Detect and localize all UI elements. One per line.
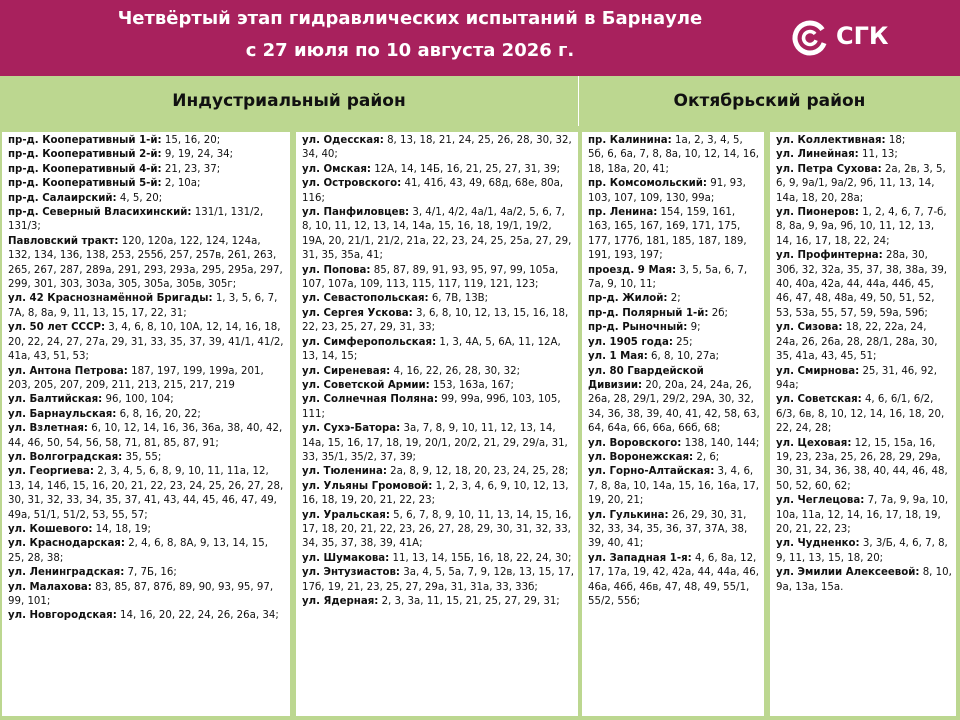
house-numbers: 2а, 2в, 3, 5, 6, 9, 9а/1, 9а/2, 9б, 11, 13, 14, 14а, 18, 20, 28а; bbox=[776, 163, 946, 204]
address-column-3 bbox=[582, 132, 764, 716]
street-entry bbox=[588, 509, 760, 552]
page-title-line2: с 27 июля по 10 августа 2026 г. bbox=[245, 40, 575, 61]
street-name: ул. Волгоградская: bbox=[8, 451, 123, 463]
street-entry bbox=[588, 365, 760, 437]
logo-text: СГК bbox=[836, 22, 889, 50]
street-entry bbox=[776, 393, 952, 436]
street-name: ул. Гулькина: bbox=[588, 509, 669, 521]
street-name: ул. Профинтерна: bbox=[776, 250, 883, 262]
street-name: ул. 1 Мая: bbox=[588, 351, 648, 363]
street-name: пр-д. Северный Власихинский: bbox=[8, 207, 192, 219]
house-numbers: 99, 99а, 99б, 103, 105, 111; bbox=[302, 394, 561, 420]
street-name: Павловский тракт: bbox=[8, 235, 119, 247]
sgk-logo bbox=[790, 18, 940, 58]
street-entry bbox=[8, 566, 286, 580]
street-name: ул. Сизова: bbox=[776, 322, 843, 334]
house-numbers: 8, 10, 9а, 13а, 15а. bbox=[776, 567, 952, 593]
house-numbers: 85, 87, 89, 91, 93, 95, 97, 99, 105а, 107, 107а, 109, 113, 115, 117, 119, 121, 123; bbox=[302, 264, 559, 291]
street-entry bbox=[588, 307, 760, 321]
street-entry bbox=[776, 365, 952, 394]
street-name: ул. Ленинградская: bbox=[8, 567, 125, 579]
house-numbers: 6, 7В, 13В; bbox=[431, 293, 489, 305]
house-numbers: 3, 5, 5а, 6, 7, 7а, 9, 10, 11; bbox=[588, 264, 748, 291]
street-name: пр-д. Кооперативный 1-й: bbox=[8, 135, 162, 146]
street-entry bbox=[302, 264, 574, 293]
house-numbers: 2; bbox=[670, 293, 681, 305]
street-entry bbox=[8, 192, 286, 206]
house-numbers: 5, 6, 7, 8, 9, 10, 11, 13, 14, 15, 16, 17, 18, 20, 21, 22, 23, 26, 27, 28, 29, 30, 31, 32, 33, 34, 35, 37, 38, 39, 41А; bbox=[302, 509, 572, 550]
street-entry bbox=[8, 393, 286, 407]
street-name: ул. 1905 года: bbox=[588, 336, 673, 348]
street-entry bbox=[302, 379, 574, 393]
street-entry bbox=[8, 177, 286, 191]
street-entry bbox=[8, 292, 286, 321]
street-entry bbox=[302, 206, 574, 264]
house-numbers: 3, 4, 6, 8, 10, 10А, 12, 14, 16, 18, 20, 22, 24, 27, 27а, 29, 31, 33, 35, 37, 39, 41/1, 41/2, 41а, 43, 51, 53; bbox=[8, 322, 284, 363]
house-numbers: 2, 3, 4, 5, 6, 8, 9, 10, 11, 11а, 12, 13, 14, 14б, 15, 16, 20, 21, 22, 23, 24, 25, 26, 27, 28, 30, 31, 32, 33, 34, 35, 37, 41, 43, 44, 45, 46, 47, 49, 49а, 51/1, 51/2, 53, 55, 57; bbox=[8, 466, 284, 521]
house-numbers: 91, 93, 103, 107, 109, 130, 99а; bbox=[588, 178, 746, 204]
street-entry bbox=[302, 465, 574, 479]
street-entry bbox=[588, 321, 760, 335]
house-numbers: 1, 2, 4, 6, 7, 7-б, 8, 8а, 9, 9а, 9б, 10, 11, 12, 13, 14, 16, 17, 18, 22, 24; bbox=[776, 207, 947, 247]
street-entry bbox=[588, 465, 760, 508]
street-entry bbox=[588, 264, 760, 293]
house-numbers: 2а, 8, 9, 12, 18, 20, 23, 24, 25, 28; bbox=[390, 466, 569, 478]
house-numbers: 83, 85, 87, 87б, 89, 90, 93, 95, 97, 99, 101; bbox=[8, 581, 274, 607]
house-numbers: 12А, 14, 14Б, 16, 21, 25, 27, 31, 39; bbox=[374, 163, 561, 175]
street-name: ул. Барнаульская: bbox=[8, 408, 117, 420]
street-name: ул. Цеховая: bbox=[776, 437, 852, 449]
house-numbers: 20, 20а, 24, 24а, 26, 26а, 28, 29/1, 29/2, 29А, 30, 32, 34, 36, 38, 39, 40, 41, 42, 58, 63, 64, 64а, 66, 66а, 66б, 68; bbox=[588, 379, 760, 435]
house-numbers: 14, 16, 20, 22, 24, 26, 26а, 34; bbox=[120, 610, 279, 622]
street-name: пр-д. Рыночный: bbox=[588, 322, 688, 334]
sgk-ring-logo-icon bbox=[790, 18, 830, 58]
street-entry bbox=[302, 365, 574, 379]
house-numbers: 35, 55; bbox=[125, 451, 162, 463]
house-numbers: 6, 8, 10, 27а; bbox=[651, 351, 720, 363]
street-name: ул. Малахова: bbox=[8, 581, 92, 593]
street-name: ул. Линейная: bbox=[776, 149, 859, 161]
house-numbers: 18, 22, 22а, 24, 24а, 26, 26а, 28, 28/1, 28а, 30, 35, 41а, 43, 45, 51; bbox=[776, 322, 938, 363]
district-industrial-title: Индустриальный район bbox=[172, 91, 406, 111]
house-numbers: 15, 16, 20; bbox=[164, 135, 221, 146]
house-numbers: 3, 3/Б, 4, 6, 7, 8, 9, 11, 13, 15, 18, 20; bbox=[776, 538, 948, 564]
street-name: ул. Ульяны Громовой: bbox=[302, 480, 433, 492]
house-numbers: 154, 159, 161, 163, 165, 167, 169, 171, 175, 177, 177б, 181, 185, 187, 189, 191, 193, 197; bbox=[588, 207, 747, 262]
house-numbers: 7, 7Б, 16; bbox=[127, 567, 177, 579]
street-entry bbox=[776, 537, 952, 566]
street-entry bbox=[776, 134, 952, 148]
street-entry bbox=[302, 509, 574, 552]
house-numbers: 120, 120а, 122, 124, 124а, 132, 134, 136, 138, 253, 255б, 257, 257в, 261, 263, 265, 267, 287, 289а, 291, 293, 293а, 295, 295а, 297, 299, 301, 303, 303а, 305, 305а, 305в, 305г; bbox=[8, 235, 283, 291]
house-numbers: 8, 13, 18, 21, 24, 25, 26, 28, 30, 32, 34, 40; bbox=[302, 135, 572, 161]
street-entry bbox=[8, 451, 286, 465]
street-name: ул. Симферопольская: bbox=[302, 336, 437, 348]
street-entry bbox=[302, 292, 574, 306]
street-entry bbox=[8, 581, 286, 610]
street-name: ул. Шумакова: bbox=[302, 552, 390, 564]
street-entry bbox=[8, 365, 286, 394]
house-numbers: 2, 10а; bbox=[164, 178, 201, 190]
street-name: ул. Панфиловцев: bbox=[302, 207, 410, 219]
street-entry bbox=[776, 437, 952, 495]
street-name: ул. Эмилии Алексеевой: bbox=[776, 567, 920, 579]
street-entry bbox=[302, 134, 574, 163]
house-numbers: 2б; bbox=[711, 307, 728, 319]
street-name: пр-д. Кооперативный 4-й: bbox=[8, 163, 162, 175]
address-column-1 bbox=[2, 132, 290, 716]
street-name: ул. Ядерная: bbox=[302, 596, 379, 607]
street-name: ул. Краснодарская: bbox=[8, 538, 125, 550]
street-name: ул. Антона Петрова: bbox=[8, 365, 128, 377]
street-name: ул. Островского: bbox=[302, 178, 402, 190]
street-entry bbox=[8, 235, 286, 293]
street-name: ул. 80 Гвардейской Дивизии: bbox=[588, 365, 704, 391]
street-entry bbox=[8, 465, 286, 523]
street-entry bbox=[8, 422, 286, 451]
page-title-line1: Четвёртый этап гидравлических испытаний в Барнауле bbox=[117, 8, 703, 29]
house-numbers: 25, 31, 46, 92, 94а; bbox=[776, 365, 937, 391]
street-name: ул. Солнечная Поляна: bbox=[302, 394, 438, 406]
street-name: ул. 50 лет СССР: bbox=[8, 322, 106, 334]
street-entry bbox=[302, 480, 574, 509]
street-entry bbox=[588, 177, 760, 206]
street-name: ул. Балтийская: bbox=[8, 394, 103, 406]
address-column-2 bbox=[296, 132, 578, 716]
street-entry bbox=[8, 134, 286, 148]
street-entry bbox=[776, 148, 952, 162]
house-numbers: 3а, 4, 5, 5а, 7, 9, 12в, 13, 15, 17, 17б, 19, 21, 23, 25, 27, 29а, 31, 31а, 33, 33б; bbox=[302, 567, 574, 593]
address-column-4 bbox=[770, 132, 956, 716]
house-numbers: 18; bbox=[888, 135, 906, 146]
house-numbers: 3а, 7, 8, 9, 10, 11, 12, 13, 14, 14а, 15, 16, 17, 18, 19, 20/1, 20/2, 21, 29, 29/а, 31, 33, 35/1, 35/2, 37, 39; bbox=[302, 423, 568, 463]
street-name: ул. Чудненко: bbox=[776, 538, 860, 550]
house-numbers: 4, 16, 22, 26, 28, 30, 32; bbox=[393, 365, 521, 377]
street-name: ул. Севастопольская: bbox=[302, 293, 429, 305]
street-name: пр. Калинина: bbox=[588, 135, 672, 146]
house-numbers: 1а, 2, 3, 4, 5, 5б, 6, 6а, 7, 8, 8а, 10, 12, 14, 16, 18, 18а, 20, 41; bbox=[588, 135, 760, 175]
street-entry bbox=[8, 537, 286, 566]
house-numbers: 4, 6, 8а, 12, 17, 17а, 19, 42, 42а, 44, 44а, 46, 46а, 46б, 46в, 47, 48, 49, 55/1, 55/2, 55б; bbox=[588, 552, 760, 607]
street-entry bbox=[776, 249, 952, 321]
house-numbers: 4, 6, 6/1, 6/2, 6/3, 6в, 8, 10, 12, 14, 16, 18, 20, 22, 24, 28; bbox=[776, 394, 945, 435]
street-name: ул. Советская: bbox=[776, 394, 862, 406]
house-numbers: 6, 10, 12, 14, 16, 36, 36а, 38, 40, 42, 44, 46, 50, 54, 56, 58, 71, 81, 85, 87, 91; bbox=[8, 423, 283, 449]
street-entry bbox=[8, 321, 286, 364]
street-name: ул. Советской Армии: bbox=[302, 379, 430, 391]
street-name: пр-д. Кооперативный 5-й: bbox=[8, 178, 162, 190]
street-name: ул. Пионеров: bbox=[776, 207, 859, 219]
header-banner bbox=[0, 0, 960, 76]
street-entry bbox=[776, 321, 952, 364]
house-numbers: 26, 29, 30, 31, 32, 33, 34, 35, 36, 37, 37А, 38, 39, 40, 41; bbox=[588, 509, 748, 550]
street-name: ул. Уральская: bbox=[302, 509, 390, 521]
house-numbers: 9; bbox=[690, 322, 701, 334]
street-entry bbox=[588, 206, 760, 264]
street-entry bbox=[8, 408, 286, 422]
street-entry bbox=[8, 163, 286, 177]
house-numbers: 6, 8, 16, 20, 22; bbox=[119, 408, 201, 420]
street-name: ул. Воровского: bbox=[588, 437, 682, 449]
street-entry bbox=[302, 177, 574, 206]
street-entry bbox=[776, 163, 952, 206]
street-name: ул. Тюленина: bbox=[302, 466, 387, 478]
street-entry bbox=[302, 163, 574, 177]
house-numbers: 131/1, 131/2, 131/3; bbox=[8, 207, 264, 233]
street-name: ул. 42 Краснознамённой Бригады: bbox=[8, 293, 213, 305]
street-name: ул. Попова: bbox=[302, 264, 371, 276]
street-name: ул. Западная 1-я: bbox=[588, 552, 692, 564]
street-name: ул. Одесская: bbox=[302, 135, 384, 146]
house-numbers: 2, 6; bbox=[696, 451, 720, 463]
house-numbers: 153, 163а, 167; bbox=[433, 379, 514, 391]
street-name: пр-д. Полярный 1-й: bbox=[588, 307, 709, 319]
house-numbers: 1, 3, 5, 6, 7, 7А, 8, 8а, 9, 11, 13, 15, 17, 22, 31; bbox=[8, 293, 278, 319]
house-numbers: 2, 4, 6, 8, 8А, 9, 13, 14, 15, 25, 28, 38; bbox=[8, 538, 268, 564]
house-numbers: 1, 2, 3, 4, 6, 9, 10, 12, 13, 16, 18, 19, 20, 21, 22, 23; bbox=[302, 480, 569, 507]
street-entry bbox=[776, 206, 952, 249]
street-name: проезд. 9 Мая: bbox=[588, 264, 677, 276]
street-name: ул. Сергея Ускова: bbox=[302, 307, 413, 319]
street-entry bbox=[588, 134, 760, 177]
district-oktyabrsky-title: Октябрьский район bbox=[673, 91, 866, 111]
house-numbers: 21, 23, 37; bbox=[164, 163, 221, 175]
street-name: ул. Петра Сухова: bbox=[776, 163, 882, 175]
house-numbers: 3, 6, 8, 10, 12, 13, 15, 16, 18, 22, 23, 25, 27, 29, 31, 33; bbox=[302, 307, 569, 334]
street-entry bbox=[8, 523, 286, 537]
street-name: ул. Взлетная: bbox=[8, 423, 89, 435]
house-numbers: 41, 41б, 43, 49, 68д, 68е, 80а, 116; bbox=[302, 178, 564, 204]
street-name: пр-д. Кооперативный 2-й: bbox=[8, 149, 162, 161]
street-entry bbox=[302, 595, 574, 609]
house-numbers: 187, 197, 199, 199а, 201, 203, 205, 207, 209, 211, 213, 215, 217, 219 bbox=[8, 365, 264, 391]
house-numbers: 28а, 30, 30б, 32, 32а, 35, 37, 38, 38а, 39, 40, 40а, 42а, 44, 44а, 44б, 45, 46, 47, 48, 48а, 49, 50, 51, 52, 53, 53а, 55, 57, 59, 59а, 59б; bbox=[776, 250, 948, 319]
street-entry bbox=[302, 422, 574, 465]
house-numbers: 11, 13, 14, 15Б, 16, 18, 22, 24, 30; bbox=[392, 552, 572, 564]
street-entry bbox=[776, 494, 952, 537]
street-entry bbox=[588, 292, 760, 306]
street-entry bbox=[588, 336, 760, 350]
house-numbers: 14, 18, 19; bbox=[95, 523, 151, 535]
house-numbers: 1, 3, 4А, 5, 6А, 11, 12А, 13, 14, 15; bbox=[302, 336, 561, 363]
house-numbers: 3, 4/1, 4/2, 4а/1, 4а/2, 5, 6, 7, 8, 10, 11, 12, 13, 14, 14а, 15, 16, 18, 19/1, 19/2, 19А, 20, 21/1, 21/2, 21а, 22, 23, 24, 25, 25а, 27, 29, 31, 35, 35а, 41; bbox=[302, 207, 572, 262]
street-entry bbox=[302, 393, 574, 422]
street-name: ул. Чеглецова: bbox=[776, 495, 865, 507]
street-name: ул. Сиреневая: bbox=[302, 365, 391, 377]
street-entry bbox=[588, 451, 760, 465]
street-entry bbox=[302, 307, 574, 336]
street-name: ул. Омская: bbox=[302, 163, 371, 175]
house-numbers: 4, 5, 20; bbox=[119, 192, 163, 204]
street-name: пр. Ленина: bbox=[588, 207, 658, 219]
street-entry bbox=[8, 206, 286, 235]
street-name: пр. Комсомольский: bbox=[588, 178, 707, 190]
house-numbers: 9, 19, 24, 34; bbox=[164, 149, 234, 161]
street-name: ул. Коллективная: bbox=[776, 135, 886, 146]
street-name: ул. Горно-Алтайская: bbox=[588, 466, 715, 478]
house-numbers: 25; bbox=[676, 336, 693, 348]
street-entry bbox=[588, 437, 760, 451]
street-entry bbox=[302, 552, 574, 566]
house-numbers: 12, 15, 15а, 16, 19, 23, 23а, 25, 26, 28, 29, 29а, 30, 31, 34, 36, 38, 40, 44, 46, 48, 50, 52, 60, 62; bbox=[776, 437, 948, 492]
street-name: ул. Смирнова: bbox=[776, 365, 860, 377]
street-entry bbox=[302, 336, 574, 365]
street-entry bbox=[8, 609, 286, 623]
street-entry bbox=[302, 566, 574, 595]
street-entry bbox=[8, 148, 286, 162]
street-entry bbox=[588, 350, 760, 364]
street-name: пр-д. Жилой: bbox=[588, 293, 668, 305]
street-name: ул. Энтузиастов: bbox=[302, 567, 400, 579]
house-numbers: 7, 7а, 9, 9а, 10, 10а, 11а, 12, 14, 16, 17, 18, 19, 20, 21, 22, 23; bbox=[776, 495, 949, 535]
street-entry bbox=[776, 566, 952, 595]
house-numbers: 96, 100, 104; bbox=[105, 394, 174, 406]
house-numbers: 138, 140, 144; bbox=[684, 437, 760, 449]
house-numbers: 2, 3, 3а, 11, 15, 21, 25, 27, 29, 31; bbox=[381, 596, 560, 607]
street-name: ул. Кошевого: bbox=[8, 523, 93, 535]
house-numbers: 11, 13; bbox=[861, 149, 898, 161]
street-name: пр-д. Салаирский: bbox=[8, 192, 117, 204]
street-name: ул. Сухэ-Батора: bbox=[302, 423, 401, 435]
street-name: ул. Воронежская: bbox=[588, 451, 694, 463]
street-name: ул. Новгородская: bbox=[8, 610, 117, 622]
house-numbers: 3, 4, 6, 7, 8, 8а, 10, 14а, 15, 16, 16а, 17, 19, 20, 21; bbox=[588, 466, 760, 507]
street-entry bbox=[588, 552, 760, 610]
street-name: ул. Георгиева: bbox=[8, 466, 94, 478]
